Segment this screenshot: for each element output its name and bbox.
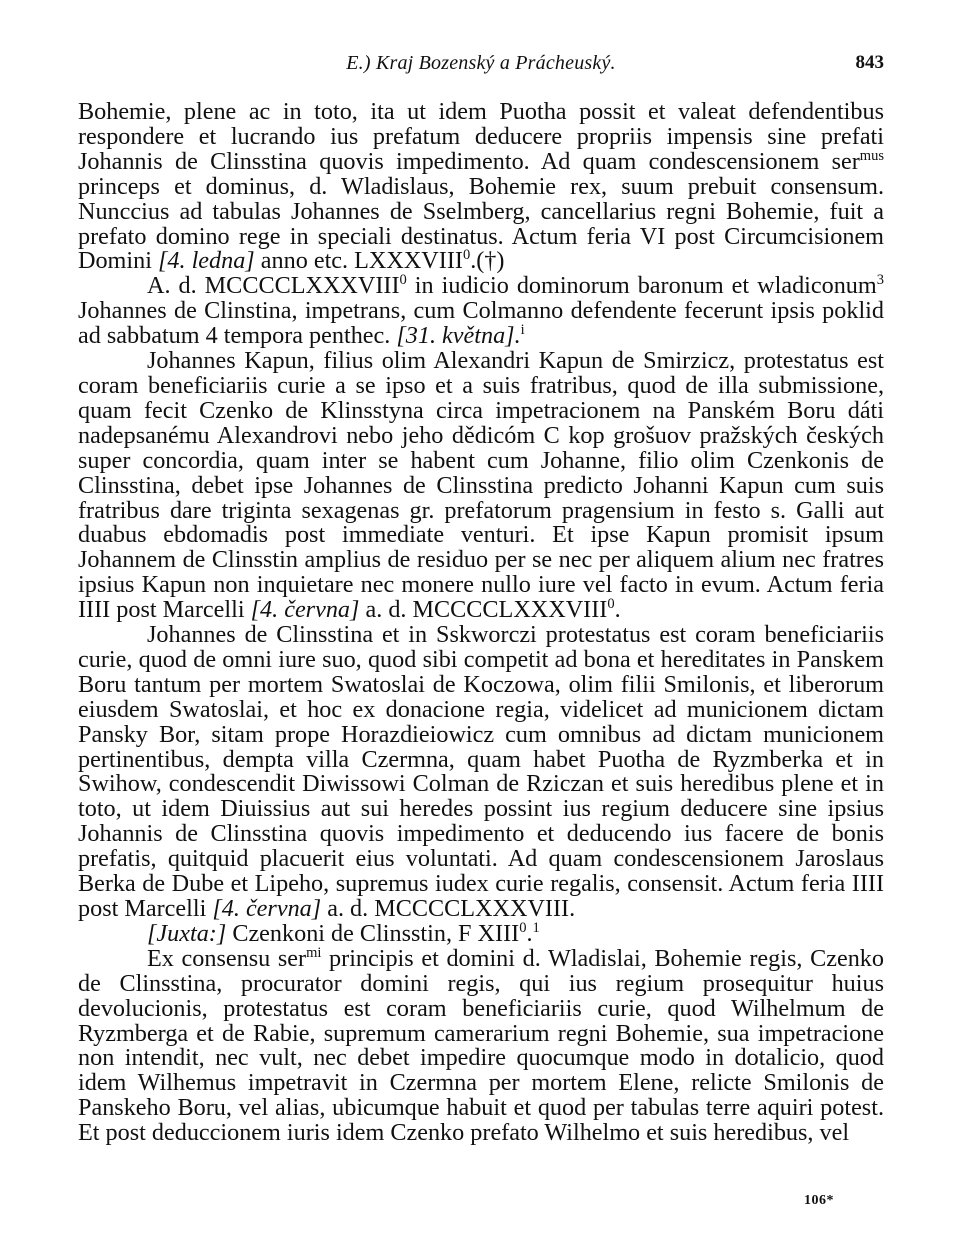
superscript: mi — [306, 944, 322, 961]
text-run: in iudicio dominorum baronum et wladiconum — [406, 272, 877, 300]
document-body — [78, 100, 884, 1146]
superscript: i — [520, 322, 525, 339]
superscript: 0 — [519, 919, 527, 936]
italic-text: [Juxta:] — [147, 919, 227, 947]
italic-text: [31. května] — [396, 322, 515, 350]
signature-mark: 106* — [804, 1193, 834, 1208]
paragraph-court-record — [78, 274, 884, 349]
paragraph-juxta-note — [78, 919, 884, 947]
text-run: Czenkoni de Clinsstin, F XIII — [226, 919, 520, 947]
superscript: 1 — [532, 919, 540, 936]
superscript: 0 — [399, 272, 407, 289]
text-run: Johannes de Clinstina, impetrans, cum Colmanno defendente fecerunt ipsis poklid ad sabbatum 4 tempora penthec. — [78, 297, 884, 350]
text-run: Johannes Kapun, filius olim Alexandri Kapun de Smirzicz, protestatus est coram beneficiariis curie a se ipso et a suis fratribus, quod de illa submissione, quam fecit Czenko de Klinsstyna circa impetracionem na Panském Boru dáti nadepsanému Alexandrovi nebo jeho dědicóm C kop grošuov pražských českých super concordia, quam inter se habent cum Johanne, filio olim Czenkonis de Clinsstina, debet ipse Johannes de Clinsstina predicto Johanni Kapun cum suis fratribus dare triginta sexagenas gr. prefatorum pragensium in festo s. Galli aut duabus ebdomadis post immediate venturi. Et ipse Kapun promisit ipsum Johannem de Clinsstin amplius de residuo per se nec per aliquem alium nec fratres ipsius Kapun non inquietare nec monere nullo iure vel facto in evum. Actum feria IIII post Marcelli — [78, 347, 884, 624]
paragraph-clinsstina-protest — [78, 623, 884, 922]
running-title: E.) Kraj Bozenský a Prácheuský. — [346, 52, 616, 74]
text-run: principis et domini d. Wladislai, Bohemie regis, Czenko de Clinsstina, procurator domini regis, qui ius regium prosequitur huius devolucionis, protestatus est coram beneficiariis curie, quod Wilhelmum de Ryzmberga et de Rabie, supremum camerarium regni Bohemie, sua impetracione non intendit, nec vult, nec debet impedire quocumque modo in dotalicio, quod idem Wilhemus impetravit in Czermna per mortem Elene, relicte Smilonis de Panskeho Boru, vel alias, ubicumque habuit et quod per tabulas terre aquiri potest. Et post deduccionem iuris idem Czenko prefato Wilhelmo et suis heredibus, vel — [78, 944, 884, 1147]
italic-text: . — [514, 322, 521, 350]
paragraph-continuation — [78, 100, 884, 274]
text-run: .(†) — [470, 247, 505, 275]
superscript: 0 — [462, 247, 471, 264]
text-run: a. d. MCCCCLXXXVIII — [359, 596, 608, 624]
paragraph-kapun-protest — [78, 349, 884, 623]
italic-text: [4. června] — [250, 596, 360, 624]
text-run: A. d. MCCCCLXXXVIII — [147, 272, 400, 300]
paragraph-consent — [78, 944, 884, 1147]
text-run: Johannes de Clinsstina et in Sskworczi protestatus est coram beneficiariis curie, quod de omni iure suo, quod sibi competit ad bona et hereditates in Panskem Boru tantum per mortem Swatoslai de Koczowa, olim filii Smilonis, et liberorum eiusdem Swatoslai, et hoc ex donacione regia, videlicet ad municionem dictam Pansky Bor, sitam prope Horazdieiowicz cum omnibus ad dictam municionem pertinentibus, dempta villa Czermna, quam habet Puotha de Ryzmberka et in Swihow, condescendit Diwissowi Colman de Rziczan et suis heredibus plene et in toto, ut idem Diuissius aut sui heredes possint ius regium deducere sine ipsius Johannis de Clinsstina quovis impedimento et deducendo ius facere de bonis prefatis, quitquid placuerit eius voluntati. Ad quam condescensionem Jaroslaus Berka de Dube et Lipeho, supremus iudex curie regalis, consensit. Actum feria IIII post Marcelli — [78, 621, 884, 922]
text-run: Bohemie, plene ac in toto, ita ut idem Puotha possit et valeat defendentibus respondere et lucrando ius prefatum deducere propriis impensis sine prefati Johannis de Clinsstina quovis impedimento. Ad quam condescensionem ser — [78, 98, 884, 175]
text-run: Ex consensu ser — [147, 944, 307, 972]
page-number: 843 — [855, 52, 884, 73]
italic-text: [4. června] — [212, 895, 322, 922]
superscript: mus — [859, 147, 884, 164]
italic-text: [4. ledna] — [157, 247, 255, 275]
text-run: . — [614, 596, 621, 624]
text-run: a. d. MCCCCLXXXVIII. — [321, 895, 576, 922]
superscript: 3 — [876, 272, 884, 289]
text-run: anno etc. LXXXVIII — [254, 247, 463, 275]
superscript: 0 — [607, 596, 615, 613]
text-run: . — [526, 919, 533, 947]
running-header — [78, 52, 884, 82]
text-run: princeps et dominus, d. Wladislaus, Bohemie rex, suum prebuit consensum. Nunccius ad tabulas Johannes de Sselmberg, cancellarius regni Bohemie, fuit a prefato domino rege in speciali destinatus. Actum feria VI post Circumcisionem Domini — [78, 172, 884, 275]
